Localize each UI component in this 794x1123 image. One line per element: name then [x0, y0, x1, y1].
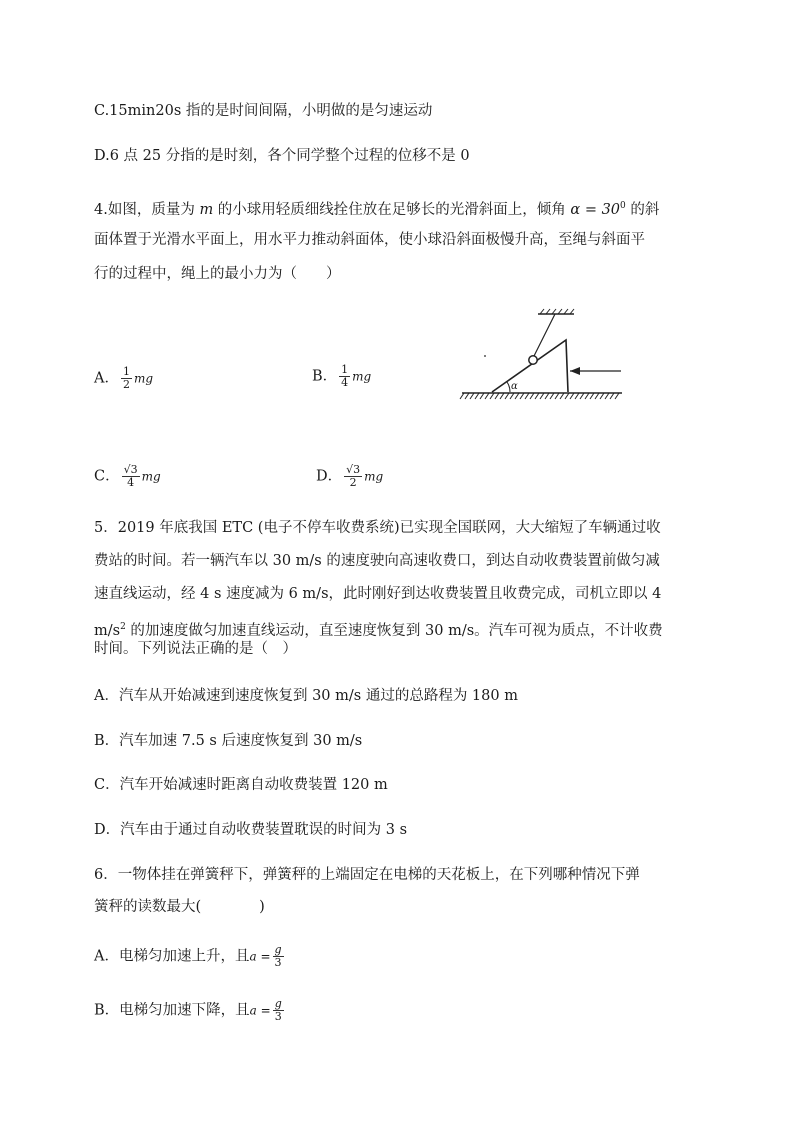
fraction: [273, 998, 284, 1023]
q4-mass-symbol: m: [199, 201, 214, 218]
q4-text: 4.如图，质量为: [94, 201, 200, 218]
ground-hatch: [460, 393, 619, 399]
numerator: 1: [122, 365, 130, 378]
denominator: 2: [122, 378, 130, 391]
denominator: 3: [274, 956, 282, 969]
option-label: A．: [94, 370, 119, 387]
q4-degree: 0: [620, 201, 626, 211]
option-text: B．电梯匀加速下降，且: [94, 1002, 250, 1019]
q4-option-c: [94, 464, 161, 489]
denominator: 3: [274, 1010, 282, 1023]
q6-option-b: [94, 998, 286, 1023]
q5-stem-line1: 5．2019 年底我国 ETC (电子不停车收费系统)已实现全国联网，大大缩短了车辆通过收: [94, 520, 661, 536]
fraction: [122, 464, 140, 489]
numerator: √3: [123, 463, 138, 476]
q6-option-a: [94, 944, 286, 969]
option-label: D．: [316, 468, 343, 485]
q5-option-d: D．汽车由于通过自动收费装置耽误的时间为 3 s: [94, 822, 408, 838]
q5-stem-line3: 速直线运动，经 4 s 速度减为 6 m/s，此时刚好到达收费装置且收费完成，司机立即以 4: [94, 586, 662, 602]
q6-stem-line1: 6．一物体挂在弹簧秤下，弹簧秤的上端固定在电梯的天花板上，在下列哪种情况下弹: [94, 867, 640, 883]
fraction: [121, 366, 132, 391]
q5-stem-line2: 费站的时间。若一辆汽车以 30 m/s 的速度驶向高速收费口，到达自动收费装置前做匀减: [94, 553, 660, 569]
incline-diagram: [458, 308, 628, 408]
q5-text: 的加速度做匀加速直线运动，直至速度恢复到 30 m/s。汽车可视为质点，不计收费: [125, 622, 663, 639]
option-label: C．: [94, 468, 120, 485]
accel-symbol: a =: [249, 949, 271, 964]
q5-stem-line4: [94, 617, 663, 641]
angle-label: α: [511, 381, 518, 392]
option-label: B．: [312, 368, 338, 385]
denominator: 2: [349, 476, 357, 489]
option-text: A．电梯匀加速上升，且: [94, 948, 250, 965]
numerator: 1: [341, 363, 349, 376]
numerator: g: [274, 997, 282, 1010]
q4-option-a: [94, 366, 153, 391]
q5-option-b: B．汽车加速 7.5 s 后速度恢复到 30 m/s: [94, 733, 363, 749]
unit-text: m/s: [94, 622, 121, 639]
fraction: [344, 464, 362, 489]
q5-option-c: C．汽车开始减速时距离自动收费装置 120 m: [94, 777, 388, 793]
numerator: √3: [346, 463, 361, 476]
mg-symbol: mg: [364, 469, 384, 484]
fraction: [339, 364, 350, 389]
fraction: [273, 944, 284, 969]
accel-symbol: a =: [249, 1003, 271, 1018]
stray-dot: [484, 355, 486, 357]
q4-text: 的小球用轻质细线拴住放在足够长的光滑斜面上，倾角: [213, 201, 571, 218]
exponent: 2: [120, 622, 126, 632]
q5-stem-line5: 时间。下列说法正确的是（ ）: [94, 641, 297, 657]
q4-stem-line3: 行的过程中，绳上的最小力为（ ）: [94, 266, 341, 282]
q6-stem-line2: 簧秤的读数最大( ): [94, 899, 265, 915]
incline-block: [492, 340, 568, 392]
q4-option-d: [316, 464, 383, 489]
mg-symbol: mg: [141, 469, 161, 484]
q5-option-a: A．汽车从开始减速到速度恢复到 30 m/s 通过的总路程为 180 m: [94, 688, 518, 704]
denominator: 4: [341, 376, 349, 389]
q4-option-b: [312, 364, 371, 389]
q3-option-c: C.15min20s 指的是时间间隔，小明做的是匀速运动: [94, 103, 433, 119]
arrow-head: [570, 367, 580, 375]
mg-symbol: mg: [133, 371, 154, 386]
q4-text: 的斜: [625, 201, 660, 218]
numerator: g: [274, 943, 282, 956]
q4-stem-line2: 面体置于光滑水平面上，用水平力推动斜面体，使小球沿斜面极慢升高，至绳与斜面平: [94, 232, 645, 248]
q3-option-d: D.6 点 25 分指的是时刻，各个同学整个过程的位移不是 0: [94, 148, 470, 164]
denominator: 4: [127, 476, 135, 489]
q4-angle-expr: α = 30: [570, 201, 621, 218]
ball: [529, 356, 537, 364]
mg-symbol: mg: [352, 369, 372, 384]
angle-arc: [507, 382, 510, 392]
q4-stem-line1: [94, 196, 659, 220]
